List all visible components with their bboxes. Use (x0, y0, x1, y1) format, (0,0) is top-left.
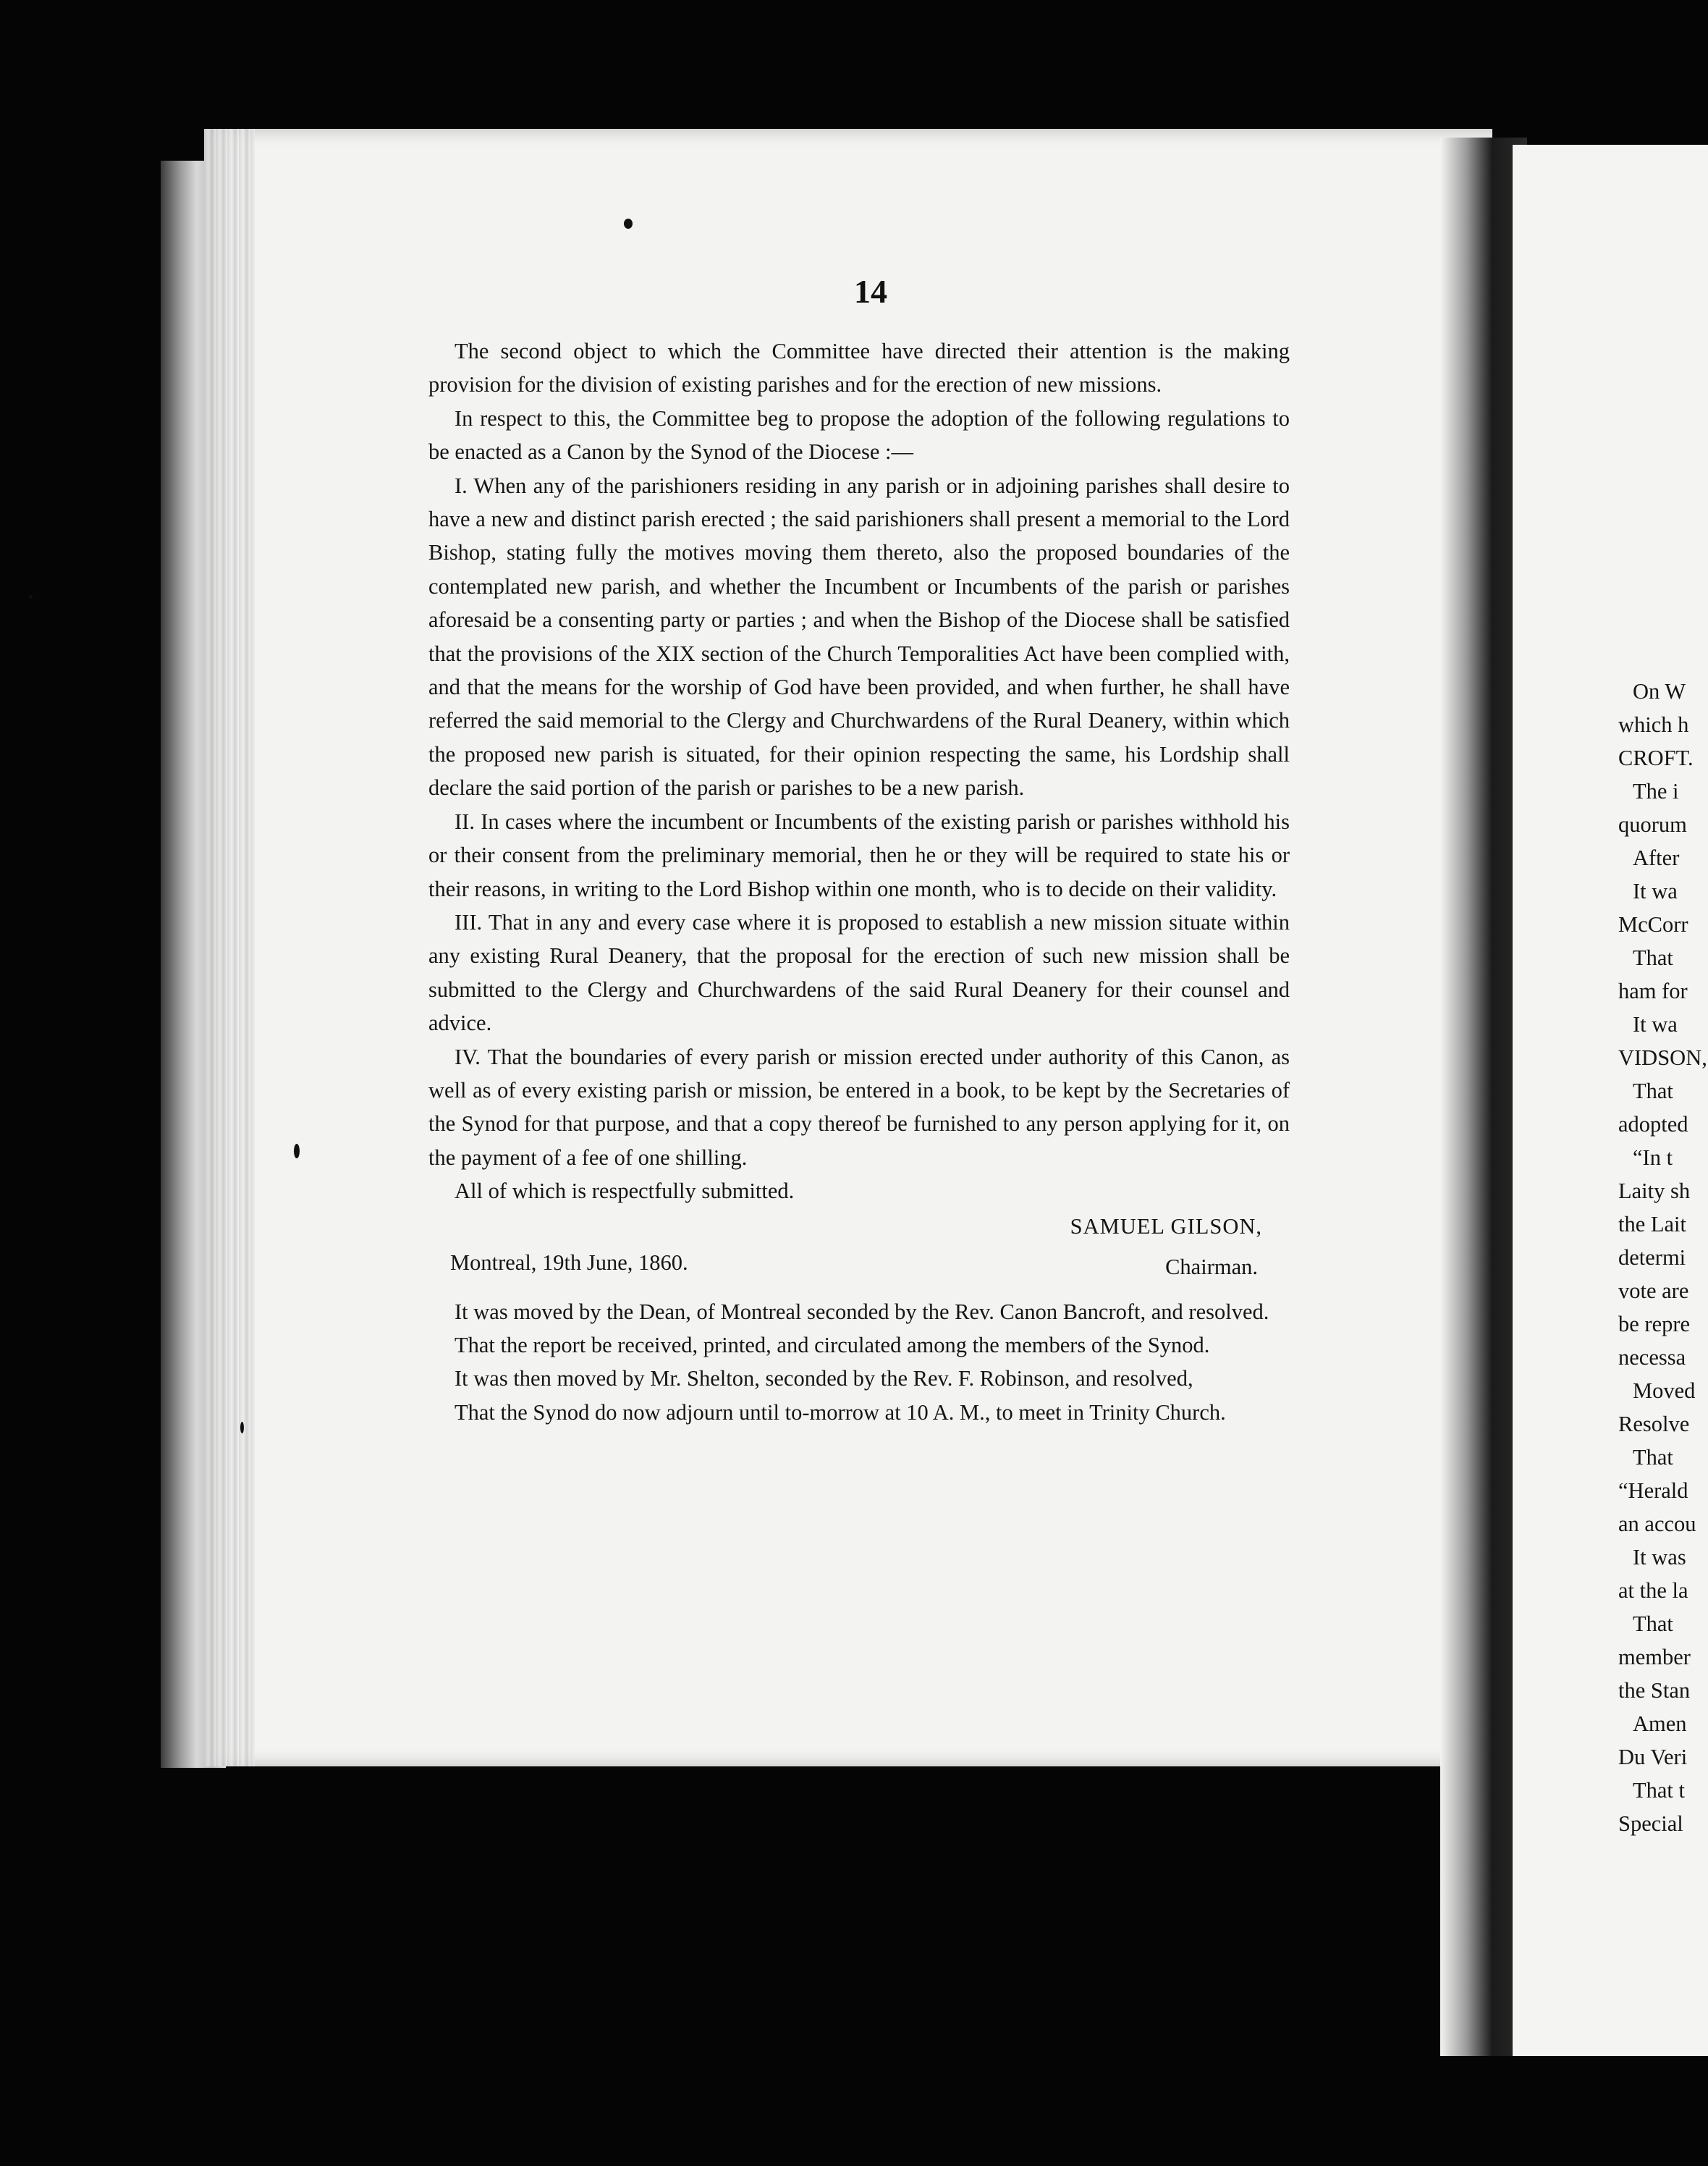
right-line: “In t (1633, 1145, 1673, 1170)
right-line: “Herald (1618, 1478, 1688, 1503)
right-line: member (1618, 1645, 1691, 1669)
right-line: That (1633, 1445, 1673, 1470)
signature-title: Chairman. (1165, 1254, 1258, 1279)
canon-clause-1: I. When any of the parishioners residing in any parish or in adjoining parishes shall desire to have a new and distinct parish erected ; the said parishioners shall present a memorial to the Lord Bishop, stating fully the motives moving them thereto, also the proposed boundaries of the contemplated new parish, and whether the Incumbent or Incumbents of the parish or parishes aforesaid be a consenting party or parties ; and when the Bishop of the Diocese shall be satisfied that the provisions of the XIX section of the Church Temporalities Act have been complied with, and that the means for the worship of God have been provided, and when further, he shall have referred the said memorial to the Clergy and Churchwardens of the Rural Deanery, within which the proposed new parish is situated, for their opinion respecting the same, his Lordship shall declare the said portion of the parish or parishes to be a new parish. (428, 473, 1290, 801)
right-line: be repre (1618, 1312, 1691, 1336)
minute-entry: That the Synod do now adjourn until to-morrow at 10 A. M., to meet in Trinity Church. (455, 1399, 1226, 1425)
right-line: McCorr (1618, 912, 1688, 937)
canon-clause-2: II. In cases where the incumbent or Incumbents of the existing parish or parishes withhold his or their consent from the preliminary memorial, then he or they will be required to state his or their reasons, in writing to the Lord Bishop within one month, who is to decide on their validity. (428, 809, 1290, 901)
minute-entry: It was moved by the Dean, of Montreal seconded by the Rev. Canon Bancroft, and resolved. (455, 1299, 1269, 1324)
right-line: Special (1618, 1811, 1683, 1836)
right-line: quorum (1618, 812, 1687, 837)
signature-block (428, 1208, 1290, 1285)
right-line: Moved (1633, 1378, 1696, 1403)
paragraph: The second object to which the Committee have directed their attention is the making provision for the division of existing parishes and for the erection of new missions. (428, 339, 1290, 397)
right-line: It wa (1633, 879, 1678, 903)
canon-clause-3: III. That in any and every case where it is proposed to establish a new mission situate within any existing Rural Deanery, that the proposal for the erection of such new mission shall be submitted to the Clergy and Churchwardens of the said Rural Deanery for their counsel and advice. (428, 909, 1290, 1036)
right-line: On W (1633, 679, 1686, 704)
right-line: Amen (1633, 1711, 1687, 1736)
minute-entry: It was then moved by Mr. Shelton, seconded by the Rev. F. Robinson, and resolved, (455, 1366, 1193, 1391)
signature-place-date: Montreal, 19th June, 1860. (450, 1250, 688, 1275)
canon-clause-4: IV. That the boundaries of every parish or mission erected under authority of this Canon, as well as of every existing parish or mission, be entered in a book, to be kept by the Secretaries of the Synod for that purpose, and that a copy thereof be furnished to any person applying for it, on the payment of a fee of one shilling. (428, 1044, 1290, 1170)
right-line: Laity sh (1618, 1179, 1691, 1203)
right-line: It wa (1633, 1012, 1678, 1037)
right-line: which h (1618, 712, 1689, 737)
right-line: That t (1633, 1778, 1685, 1803)
right-line: the Stan (1618, 1678, 1691, 1703)
right-line: Resolve (1618, 1412, 1690, 1436)
scan-speck (240, 1422, 244, 1433)
signature-name: SAMUEL GILSON, (1070, 1213, 1262, 1239)
paragraph: In respect to this, the Committee beg to propose the adoption of the following regulations to be enacted as a Canon by the Synod of the Diocese :— (428, 405, 1290, 465)
right-line: vote are (1618, 1278, 1689, 1303)
page-number: 14 (854, 273, 887, 310)
right-line: necessa (1618, 1345, 1686, 1370)
right-line: an accou (1618, 1512, 1696, 1536)
right-line: That (1633, 1611, 1673, 1636)
right-line: adopted (1618, 1112, 1688, 1137)
right-line: That (1633, 945, 1673, 970)
right-page-text (1618, 675, 1708, 1840)
left-page-text (428, 334, 1290, 1429)
right-line: the Lait (1618, 1212, 1687, 1236)
right-line: The i (1633, 779, 1679, 804)
right-line: VIDSON, (1618, 1045, 1707, 1070)
right-line: It was (1633, 1545, 1686, 1569)
right-line: That (1633, 1079, 1673, 1103)
right-line: determi (1618, 1245, 1686, 1270)
right-line: ham for (1618, 979, 1688, 1003)
right-line: After (1633, 846, 1680, 870)
right-line: Du Veri (1618, 1745, 1688, 1769)
scan-speck (29, 595, 33, 599)
right-line: at the la (1618, 1578, 1688, 1603)
minute-entry: That the report be received, printed, and circulated among the members of the Synod. (455, 1332, 1210, 1357)
scan-speck (294, 1144, 300, 1158)
closing-line: All of which is respectfully submitted. (455, 1179, 795, 1204)
right-line: CROFT. (1618, 746, 1694, 770)
scan-speck (624, 219, 633, 229)
